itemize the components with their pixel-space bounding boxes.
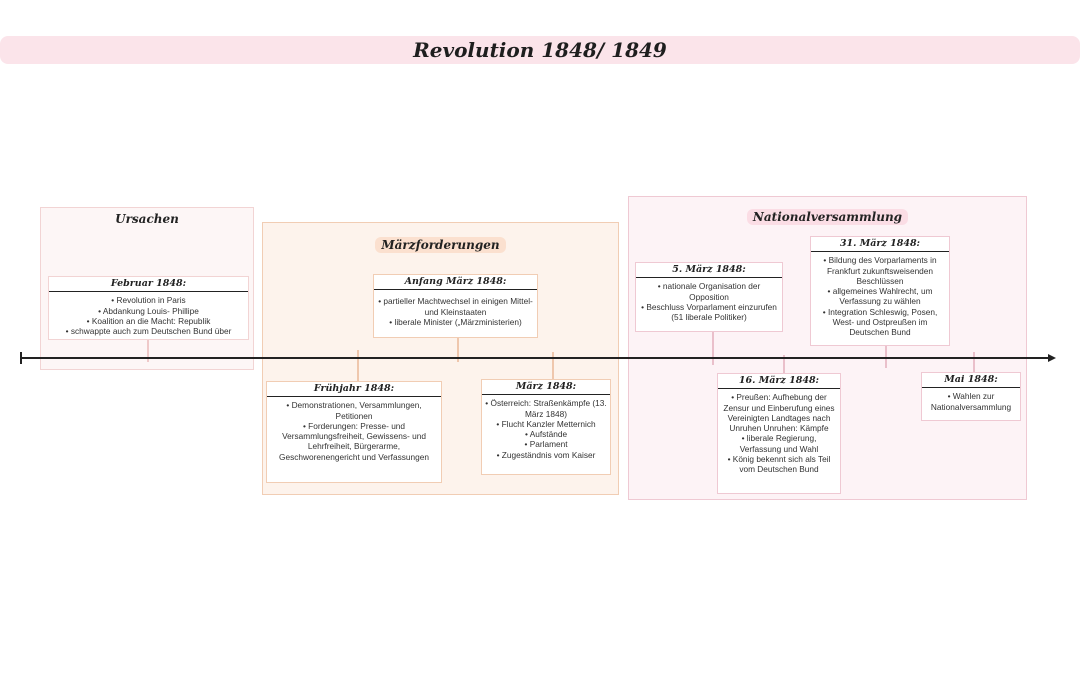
card-line: • liberale Minister („Märzministerien) bbox=[389, 316, 522, 327]
card-heading: März 1848: bbox=[482, 380, 610, 395]
card-heading: 5. März 1848: bbox=[636, 263, 782, 278]
card-line: • liberale Regierung, Verfassung und Wahl bbox=[739, 433, 819, 454]
event-card bbox=[717, 373, 841, 494]
card-line: • Beschluss Vorparlament einzurufen (51 liberale Politiker) bbox=[641, 301, 777, 323]
card-line: • Österreich: Straßenkämpfe (13. März 1848) bbox=[485, 398, 607, 419]
connector bbox=[712, 332, 714, 365]
card-heading: 16. März 1848: bbox=[718, 374, 840, 389]
card-heading: 31. März 1848: bbox=[811, 237, 949, 252]
section-title: Ursachen bbox=[115, 212, 179, 226]
event-card bbox=[921, 372, 1021, 421]
card-line: • Demonstrationen, Versammlungen, Petitionen bbox=[286, 400, 422, 421]
timeline-axis bbox=[20, 357, 1050, 359]
title-bar bbox=[0, 36, 1080, 64]
section-title: Nationalversammlung bbox=[747, 209, 908, 225]
card-line: • Revolution in Paris bbox=[111, 295, 186, 306]
timeline-start-tick bbox=[20, 352, 22, 364]
card-line: • Koalition an die Macht: Republik bbox=[86, 315, 211, 326]
card-heading: Frühjahr 1848: bbox=[267, 382, 441, 397]
card-line: • partieller Machtwechsel in einigen Mittel- und Kleinstaaten bbox=[378, 296, 533, 317]
card-line: • Aufstände bbox=[524, 429, 568, 440]
card-line: • Integration Schleswig, Posen, West- und Ostpreußen im Deutschen Bund bbox=[822, 306, 938, 338]
card-line: • allgemeines Wahlrecht, um Verfassung zu wählen bbox=[827, 286, 933, 307]
event-card bbox=[810, 236, 950, 346]
event-card bbox=[481, 379, 611, 475]
card-line: • Abdankung Louis- Phillipe bbox=[98, 305, 199, 316]
event-card bbox=[266, 381, 442, 483]
card-line: • Preußen: Aufhebung der Zensur und Einberufung eines Vereinigten Landtages nach Unruhen Unruhen: Kämpfe bbox=[723, 392, 835, 434]
event-card bbox=[635, 262, 783, 332]
card-line: • Zugeständnis vom Kaiser bbox=[496, 449, 596, 460]
card-line: • schwappte auch zum Deutschen Bund über bbox=[65, 326, 232, 337]
event-card bbox=[373, 274, 538, 338]
card-line: • König bekennt sich als Teil vom Deutschen Bund bbox=[727, 454, 831, 475]
card-heading: Februar 1848: bbox=[49, 277, 248, 292]
card-line: • nationale Organisation der Opposition bbox=[657, 281, 761, 302]
connector bbox=[357, 350, 359, 381]
connector bbox=[973, 352, 975, 372]
card-line: • Forderungen: Presse- und Versammlungsfreiheit, Gewissens- und Lehrfreiheit, Bürgerarme, Geschworenengericht und Verfassungen bbox=[279, 420, 429, 462]
event-card bbox=[48, 276, 249, 340]
section-title: Märzforderungen bbox=[375, 237, 505, 253]
page-title: Revolution 1848/ 1849 bbox=[413, 38, 667, 62]
card-heading: Mai 1848: bbox=[922, 373, 1020, 388]
card-line: • Bildung des Vorparlaments in Frankfurt zukunftsweisenden Beschlüssen bbox=[823, 255, 937, 286]
card-line: • Wahlen zur Nationalversammlung bbox=[930, 391, 1012, 412]
card-heading: Anfang März 1848: bbox=[374, 275, 537, 290]
card-line: • Parlament bbox=[524, 439, 568, 450]
card-line: • Flucht Kanzler Metternich bbox=[496, 418, 596, 429]
arrow-right-icon bbox=[1048, 354, 1056, 362]
